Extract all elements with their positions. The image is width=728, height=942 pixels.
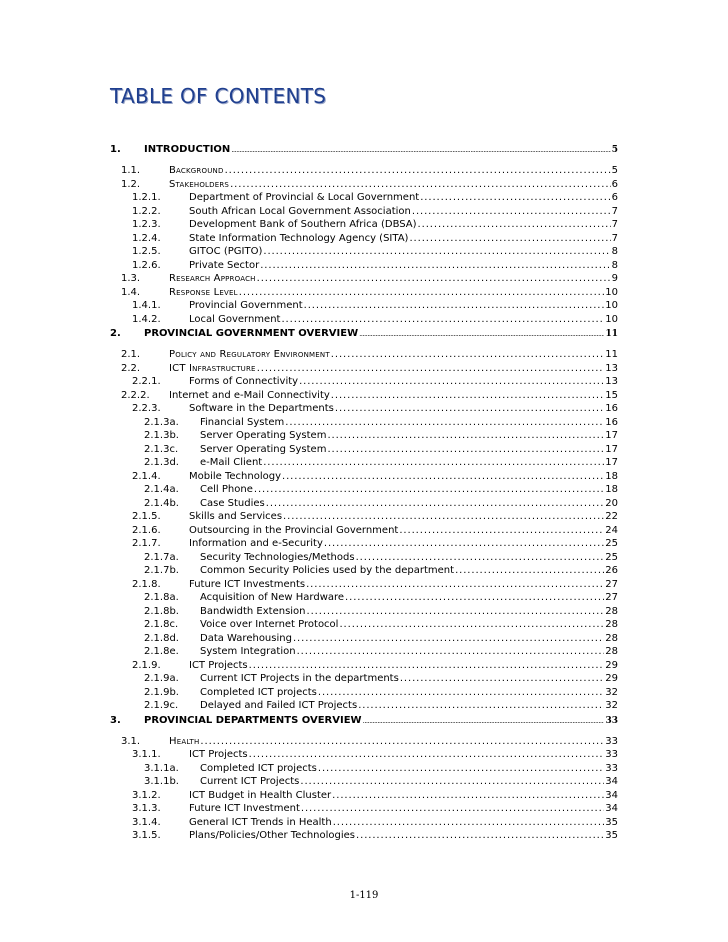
dot-leader — [412, 205, 611, 219]
toc-entry-label: Outsourcing in the Provincial Government — [189, 524, 399, 536]
toc-entry-number: 1. — [110, 144, 121, 155]
toc-entry-number: 1.3. — [121, 273, 141, 284]
toc-entry[interactable] — [110, 456, 618, 470]
toc-entry[interactable] — [110, 645, 618, 659]
toc-entry[interactable] — [110, 510, 618, 524]
toc-entry-label: Server Operating System — [200, 443, 327, 455]
dot-leader — [301, 802, 604, 816]
dot-leader — [306, 578, 604, 592]
toc-entry-number: 1.2. — [121, 178, 141, 190]
toc-entry-label: Provincial Government — [189, 300, 303, 311]
toc-entry-label: Completed ICT projects — [200, 686, 317, 698]
toc-entry-number: 1.1. — [121, 165, 141, 176]
dot-leader — [249, 659, 605, 673]
toc-entry-number: 3.1.2. — [132, 789, 161, 801]
dot-leader — [231, 142, 610, 158]
toc-entry[interactable] — [110, 313, 618, 327]
toc-entry-page: 17 — [605, 457, 618, 468]
toc-entry-page: 35 — [605, 816, 618, 828]
toc-entry-number: 2.2. — [121, 362, 141, 374]
dot-leader — [399, 524, 604, 538]
toc-entry-number: 2.1.3a. — [144, 416, 179, 428]
toc-entry-label: Internet and e-Mail Connectivity — [169, 389, 330, 401]
toc-entry[interactable] — [110, 632, 618, 646]
toc-entry-label: Policy and Regulatory Environment — [169, 349, 330, 360]
toc-entry[interactable] — [110, 789, 618, 803]
toc-entry-page: 9 — [611, 273, 618, 284]
dot-leader — [260, 259, 610, 273]
toc-entry-page: 32 — [605, 700, 618, 711]
toc-entry-label: South African Local Government Association — [189, 205, 411, 217]
dot-leader — [254, 483, 604, 497]
toc-entry-page: 16 — [605, 416, 618, 428]
toc-entry[interactable] — [110, 191, 618, 205]
toc-entry-number: 3.1.1b. — [144, 776, 179, 787]
toc-entry-page: 33 — [605, 735, 618, 747]
toc-entry[interactable] — [110, 245, 618, 259]
toc-entry-page: 7 — [611, 219, 618, 230]
toc-entry-label: Cell Phone — [200, 484, 253, 495]
dot-leader — [297, 645, 605, 659]
toc-entry-number: 2.1.8d. — [144, 632, 179, 644]
toc-entry-label: Background — [169, 165, 224, 176]
toc-entry[interactable] — [110, 326, 618, 348]
toc-entry[interactable] — [110, 443, 618, 457]
dot-leader — [283, 510, 604, 524]
toc-entry-page: 28 — [605, 619, 618, 630]
toc-entry[interactable] — [110, 272, 618, 286]
toc-entry-label: System Integration — [200, 646, 296, 657]
toc-entry-label: GITOC (PGITO) — [189, 246, 263, 257]
toc-entry-page: 13 — [605, 376, 618, 387]
toc-entry-number: 2.1.3d. — [144, 457, 179, 468]
toc-entry-number: 1.2.3. — [132, 219, 161, 230]
dot-leader — [418, 218, 611, 232]
toc-entry[interactable] — [110, 762, 618, 776]
toc-entry[interactable] — [110, 497, 618, 511]
toc-entry-page: 20 — [605, 497, 618, 509]
toc-entry-number: 2.1.7b. — [144, 565, 179, 576]
toc-entry-label: General ICT Trends in Health — [189, 816, 332, 828]
toc-entry-label: Acquisition of New Hardware — [200, 592, 345, 603]
toc-entry[interactable] — [110, 178, 618, 192]
dot-leader — [333, 816, 605, 830]
toc-entry-number: 2.1.8b. — [144, 605, 179, 617]
toc-entry-page: 34 — [605, 776, 618, 787]
toc-entry-page: 32 — [605, 686, 618, 698]
toc-entry-number: 2.1.3b. — [144, 430, 179, 441]
dot-leader — [200, 735, 604, 749]
toc-entry[interactable] — [110, 735, 618, 749]
toc-entry-page: 25 — [605, 538, 618, 549]
toc-entry-label: Local Government — [189, 313, 281, 325]
dot-leader — [318, 762, 604, 776]
toc-entry-label: Software in the Departments — [189, 403, 334, 414]
toc-entry-label: Skills and Services — [189, 511, 283, 522]
toc-entry[interactable] — [110, 416, 618, 430]
toc-entry-number: 3.1.5. — [132, 830, 161, 841]
dot-leader — [282, 470, 604, 484]
toc-entry[interactable] — [110, 564, 618, 578]
dot-leader — [335, 402, 604, 416]
toc-entry[interactable] — [110, 672, 618, 686]
toc-entry-number: 2.1.8c. — [144, 619, 179, 630]
toc-entry-label: Forms of Connectivity — [189, 376, 299, 387]
toc-entry[interactable] — [110, 299, 618, 313]
table-of-contents — [110, 142, 618, 843]
dot-leader — [339, 618, 604, 632]
toc-entry-page: 17 — [605, 443, 618, 455]
toc-entry-page: 18 — [605, 484, 618, 495]
dot-leader — [332, 789, 604, 803]
dot-leader — [285, 416, 604, 430]
toc-entry-number: 3.1. — [121, 735, 141, 747]
toc-entry-number: 2.1.7a. — [144, 551, 179, 563]
toc-entry[interactable] — [110, 164, 618, 178]
toc-entry[interactable] — [110, 713, 618, 735]
toc-entry-number: 1.2.5. — [132, 246, 161, 257]
page-title: TABLE OF CONTENTS — [110, 84, 327, 108]
toc-entry-page: 33 — [605, 749, 618, 760]
toc-entry-page: 24 — [605, 524, 618, 536]
dot-leader — [400, 672, 604, 686]
toc-entry-label: Development Bank of Southern Africa (DBSA) — [189, 219, 417, 230]
toc-entry-number: 2.1.5. — [132, 511, 161, 522]
dot-leader — [356, 829, 604, 843]
toc-entry-label: State Information Technology Agency (SITA) — [189, 232, 409, 244]
toc-entry-page: 28 — [605, 646, 618, 657]
toc-entry-number: 2.2.3. — [132, 403, 161, 414]
dot-leader — [304, 299, 605, 313]
toc-entry-label: Data Warehousing — [200, 632, 292, 644]
toc-entry-label: Completed ICT projects — [200, 762, 317, 774]
toc-entry[interactable] — [110, 362, 618, 376]
toc-entry-page: 10 — [605, 286, 618, 298]
toc-entry-page: 15 — [605, 389, 618, 401]
toc-entry[interactable] — [110, 699, 618, 713]
toc-entry[interactable] — [110, 232, 618, 246]
dot-leader — [263, 456, 604, 470]
toc-entry-label: INTRODUCTION — [144, 144, 231, 155]
dot-leader — [307, 605, 605, 619]
page-number: 1-119 — [349, 890, 379, 901]
toc-entry-number: 1.4. — [121, 286, 141, 298]
dot-leader — [420, 191, 610, 205]
toc-entry-page: 26 — [605, 565, 618, 576]
toc-entry[interactable] — [110, 802, 618, 816]
toc-entry-page: 7 — [611, 232, 618, 244]
toc-entry-page: 27 — [605, 592, 618, 603]
toc-entry-number: 2.2.1. — [132, 376, 161, 387]
dot-leader — [263, 245, 610, 259]
toc-entry-label: Server Operating System — [200, 430, 327, 441]
toc-entry-page: 8 — [611, 246, 618, 257]
toc-entry-label: PROVINCIAL GOVERNMENT OVERVIEW — [144, 328, 359, 339]
toc-entry[interactable] — [110, 524, 618, 538]
toc-entry-label: Research Approach — [169, 273, 256, 284]
toc-entry-label: PROVINCIAL DEPARTMENTS OVERVIEW — [144, 714, 362, 726]
toc-entry-number: 1.4.2. — [132, 313, 161, 325]
toc-entry-number: 2.1.4. — [132, 470, 161, 482]
dot-leader — [327, 443, 604, 457]
toc-entry-page: 5 — [611, 165, 618, 176]
toc-entry-label: Current ICT Projects — [200, 776, 300, 787]
toc-entry-page: 17 — [605, 430, 618, 441]
toc-entry-page: 10 — [605, 313, 618, 325]
toc-entry[interactable] — [110, 816, 618, 830]
dot-leader — [345, 591, 604, 605]
toc-entry-label: Voice over Internet Protocol — [200, 619, 339, 630]
toc-entry-page: 33 — [605, 715, 618, 726]
toc-entry-number: 2.1.8. — [132, 578, 161, 590]
dot-leader — [331, 348, 604, 362]
toc-entry-number: 2.1.8e. — [144, 646, 179, 657]
toc-entry-number: 1.2.6. — [132, 259, 161, 271]
dot-leader — [359, 326, 604, 342]
toc-entry-number: 2. — [110, 328, 121, 339]
toc-entry-number: 2.1.9b. — [144, 686, 179, 698]
dot-leader — [249, 748, 605, 762]
toc-entry-page: 5 — [611, 145, 618, 155]
toc-entry-number: 1.2.2. — [132, 205, 161, 217]
toc-entry-number: 1.2.4. — [132, 232, 161, 244]
toc-entry[interactable] — [110, 375, 618, 389]
toc-entry-number: 3.1.1. — [132, 749, 161, 760]
toc-entry[interactable] — [110, 578, 618, 592]
dot-leader — [455, 564, 604, 578]
toc-entry-number: 2.1.8a. — [144, 592, 179, 603]
toc-entry-label: Delayed and Failed ICT Projects — [200, 700, 358, 711]
toc-entry[interactable] — [110, 389, 618, 403]
dot-leader — [281, 313, 604, 327]
toc-entry-label: Plans/Policies/Other Technologies — [189, 830, 356, 841]
toc-entry-label: ICT Projects — [189, 749, 248, 760]
toc-entry[interactable] — [110, 829, 618, 843]
toc-entry-page: 33 — [605, 762, 618, 774]
toc-entry-number: 3. — [110, 714, 121, 726]
toc-entry[interactable] — [110, 286, 618, 300]
toc-entry-page: 13 — [605, 362, 618, 374]
dot-leader — [327, 429, 604, 443]
toc-entry-page: 25 — [605, 551, 618, 563]
toc-entry-label: ICT Infrastructure — [169, 362, 256, 374]
toc-entry-label: Security Technologies/Methods — [200, 551, 355, 563]
toc-entry[interactable] — [110, 348, 618, 362]
toc-entry-page: 6 — [611, 192, 618, 203]
toc-entry[interactable] — [110, 537, 618, 551]
toc-entry[interactable] — [110, 775, 618, 789]
toc-entry[interactable] — [110, 686, 618, 700]
toc-entry-page: 16 — [605, 403, 618, 414]
toc-entry[interactable] — [110, 470, 618, 484]
dot-leader — [300, 775, 604, 789]
dot-leader — [225, 164, 611, 178]
toc-entry-label: e-Mail Client — [200, 457, 263, 468]
toc-entry[interactable] — [110, 205, 618, 219]
dot-leader — [299, 375, 604, 389]
toc-entry-label: Common Security Policies used by the department — [200, 565, 455, 576]
toc-entry-number: 1.4.1. — [132, 300, 161, 311]
toc-entry-label: Department of Provincial & Local Government — [189, 192, 420, 203]
dot-leader — [318, 686, 604, 700]
toc-entry-label: Future ICT Investment — [189, 803, 300, 814]
toc-entry-number: 2.1.4a. — [144, 484, 179, 495]
toc-entry-page: 11 — [605, 329, 618, 339]
toc-entry-page: 8 — [611, 259, 618, 271]
dot-leader — [230, 178, 611, 192]
toc-entry-page: 18 — [605, 470, 618, 482]
toc-entry-page: 7 — [611, 205, 618, 217]
toc-entry-label: Response Level — [169, 286, 238, 298]
toc-entry[interactable] — [110, 618, 618, 632]
toc-entry-label: Future ICT Investments — [189, 578, 306, 590]
toc-entry-number: 2.1. — [121, 349, 141, 360]
toc-entry-number: 2.2.2. — [121, 389, 150, 401]
dot-leader — [239, 286, 605, 300]
toc-entry-label: Bandwidth Extension — [200, 605, 306, 617]
toc-entry-page: 27 — [605, 578, 618, 590]
dot-leader — [331, 389, 604, 403]
toc-entry-number: 2.1.6. — [132, 524, 161, 536]
toc-entry[interactable] — [110, 218, 618, 232]
toc-entry-page: 34 — [605, 803, 618, 814]
toc-entry-page: 29 — [605, 673, 618, 684]
dot-leader — [358, 699, 604, 713]
toc-entry[interactable] — [110, 591, 618, 605]
toc-entry-label: Mobile Technology — [189, 470, 281, 482]
toc-entry[interactable] — [110, 483, 618, 497]
toc-entry-number: 2.1.9a. — [144, 673, 179, 684]
toc-entry-number: 3.1.4. — [132, 816, 161, 828]
toc-entry-number: 3.1.3. — [132, 803, 161, 814]
toc-entry[interactable] — [110, 551, 618, 565]
toc-entry-number: 2.1.9. — [132, 659, 161, 671]
dot-leader — [266, 497, 605, 511]
toc-entry[interactable] — [110, 402, 618, 416]
toc-entry[interactable] — [110, 659, 618, 673]
toc-entry-label: Financial System — [200, 416, 285, 428]
toc-entry-page: 10 — [605, 300, 618, 311]
toc-entry-label: ICT Projects — [189, 659, 248, 671]
toc-entry-page: 6 — [611, 178, 618, 190]
dot-leader — [409, 232, 610, 246]
toc-entry[interactable] — [110, 259, 618, 273]
toc-entry-page: 34 — [605, 789, 618, 801]
toc-entry-page: 22 — [605, 511, 618, 522]
toc-entry[interactable] — [110, 429, 618, 443]
dot-leader — [363, 713, 605, 729]
toc-entry-page: 11 — [605, 349, 618, 360]
toc-entry-page: 29 — [605, 659, 618, 671]
toc-entry-label: Private Sector — [189, 259, 260, 271]
dot-leader — [324, 537, 604, 551]
dot-leader — [293, 632, 604, 646]
toc-entry-page: 28 — [605, 605, 618, 617]
toc-entry-label: Stakeholders — [169, 178, 230, 190]
toc-entry-label: Information and e-Security — [189, 538, 323, 549]
toc-entry-page: 35 — [605, 830, 618, 841]
toc-entry-number: 3.1.1a. — [144, 762, 179, 774]
toc-entry-number: 2.1.4b. — [144, 497, 179, 509]
dot-leader — [257, 272, 611, 286]
toc-entry-label: Health — [169, 735, 200, 747]
toc-entry[interactable] — [110, 605, 618, 619]
toc-entry-page: 28 — [605, 632, 618, 644]
toc-entry[interactable] — [110, 748, 618, 762]
toc-entry-number: 1.2.1. — [132, 192, 161, 203]
dot-leader — [257, 362, 605, 376]
toc-entry-label: ICT Budget in Health Cluster — [189, 789, 332, 801]
toc-entry-label: Current ICT Projects in the departments — [200, 673, 399, 684]
toc-entry-label: Case Studies — [200, 497, 265, 509]
toc-entry[interactable] — [110, 142, 618, 164]
toc-entry-number: 2.1.3c. — [144, 443, 179, 455]
dot-leader — [356, 551, 605, 565]
toc-entry-number: 2.1.9c. — [144, 700, 179, 711]
toc-entry-number: 2.1.7. — [132, 538, 161, 549]
